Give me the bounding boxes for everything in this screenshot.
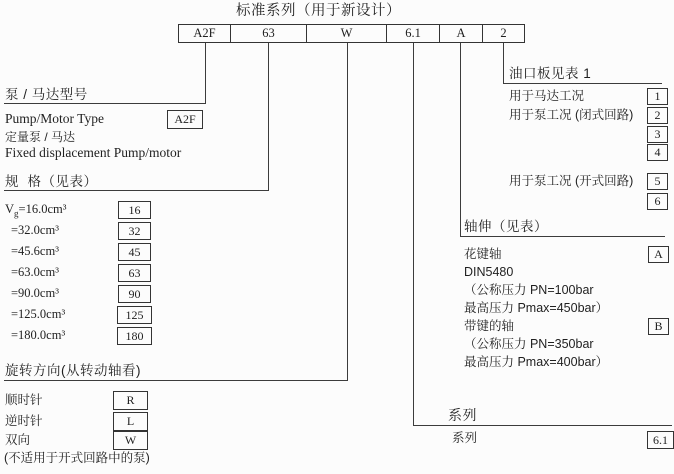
size-row-label: =63.0cm³ (11, 265, 59, 279)
rotation-value-box: W (113, 431, 148, 450)
connector-hline-series (413, 425, 672, 426)
shaft-value-box: B (648, 318, 669, 335)
size-value-box: 63 (118, 264, 151, 282)
series-row-label: 系列 (452, 431, 478, 445)
size-row-label: =90.0cm³ (11, 286, 59, 300)
size-value-box: 16 (118, 201, 151, 219)
connector-vline-series (413, 43, 414, 425)
shaft-spline-detail: 最高压力 Pmax=450bar） (464, 301, 609, 315)
size-value-box: 180 (117, 327, 152, 345)
port-value-box: 3 (647, 126, 668, 143)
code-box-row (178, 24, 525, 43)
port-row-label: 用于泵工况 (闭式回路) (509, 108, 634, 122)
section-heading-series: 系列 (448, 407, 477, 423)
port-row-label: 用于泵工况 (开式回路) (509, 174, 634, 188)
rotation-value-box: L (113, 412, 148, 431)
connector-hline-shaft (460, 236, 665, 237)
pump-type-label: Pump/Motor Type (5, 111, 104, 126)
connector-hline-size (4, 190, 269, 191)
shaft-value-box: A (648, 246, 669, 263)
section-heading-size: 规 格（见表） (5, 174, 98, 189)
code-cell-shaft: A (440, 24, 483, 43)
shaft-keyed-label: 带键的轴 (464, 319, 515, 333)
port-value-box: 5 (647, 173, 668, 190)
size-row-label: =125.0cm³ (11, 307, 66, 321)
shaft-keyed-detail: （公称压力 PN=350bar (464, 337, 594, 351)
port-value-box: 2 (647, 107, 668, 124)
pump-type-value-box: A2F (167, 110, 203, 129)
shaft-spline-label: 花键轴 (464, 247, 502, 261)
size-row-label: =180.0cm³ (11, 328, 66, 342)
rotation-row-label: 双向 (5, 433, 31, 447)
rotation-value-box: R (113, 391, 148, 410)
pump-type-desc-cn: 定量泵 / 马达 (5, 130, 76, 144)
pump-type-desc-en: Fixed displacement Pump/motor (5, 145, 182, 160)
rotation-note: (不适用于开式回路中的泵) (4, 451, 150, 465)
connector-vline-type (205, 43, 206, 103)
section-heading-port-plate: 油口板见表 1 (509, 66, 592, 81)
section-heading-rotation: 旋转方向(从转动轴看) (5, 363, 141, 378)
code-cell-size: 63 (231, 24, 307, 43)
shaft-spline-detail: DIN5480 (464, 265, 514, 279)
connector-vline-rotation (347, 43, 348, 380)
size-value-box: 45 (118, 243, 151, 261)
port-value-box: 6 (647, 193, 668, 210)
connector-vline-size (268, 43, 269, 190)
size-value-box: 90 (118, 285, 151, 303)
series-value-box: 6.1 (647, 431, 674, 449)
rotation-row-label: 顺时针 (5, 393, 43, 407)
code-cell-series: 6.1 (387, 24, 440, 43)
connector-hline-type (4, 103, 206, 104)
code-cell-rotation: W (307, 24, 387, 43)
rotation-row-label: 逆时针 (5, 414, 43, 428)
code-cell-type: A2F (178, 24, 231, 43)
diagram-title: 标准系列（用于新设计） (236, 3, 401, 19)
connector-vline-shaft (460, 43, 461, 236)
shaft-keyed-detail: 最高压力 Pmax=400bar） (464, 355, 609, 369)
size-value-box: 32 (118, 222, 151, 240)
size-value-box: 125 (117, 306, 152, 324)
port-value-box: 4 (647, 144, 668, 161)
port-value-box: 1 (647, 88, 668, 105)
size-row-label: $V_g=16.0cm^3$ (5, 202, 67, 219)
connector-vline-port (503, 43, 504, 83)
size-row-label: =32.0cm³ (11, 223, 59, 237)
connector-hline-rotation (4, 380, 348, 381)
size-row-label: =45.6cm³ (11, 244, 59, 258)
port-row-label: 用于马达工况 (509, 89, 585, 103)
section-heading-shaft: 轴伸（见表） (464, 219, 548, 234)
code-cell-port: 2 (483, 24, 525, 43)
connector-hline-port (503, 83, 662, 84)
shaft-spline-detail: （公称压力 PN=100bar (464, 283, 594, 297)
section-heading-pump-type: 泵 / 马达型号 (5, 87, 88, 102)
